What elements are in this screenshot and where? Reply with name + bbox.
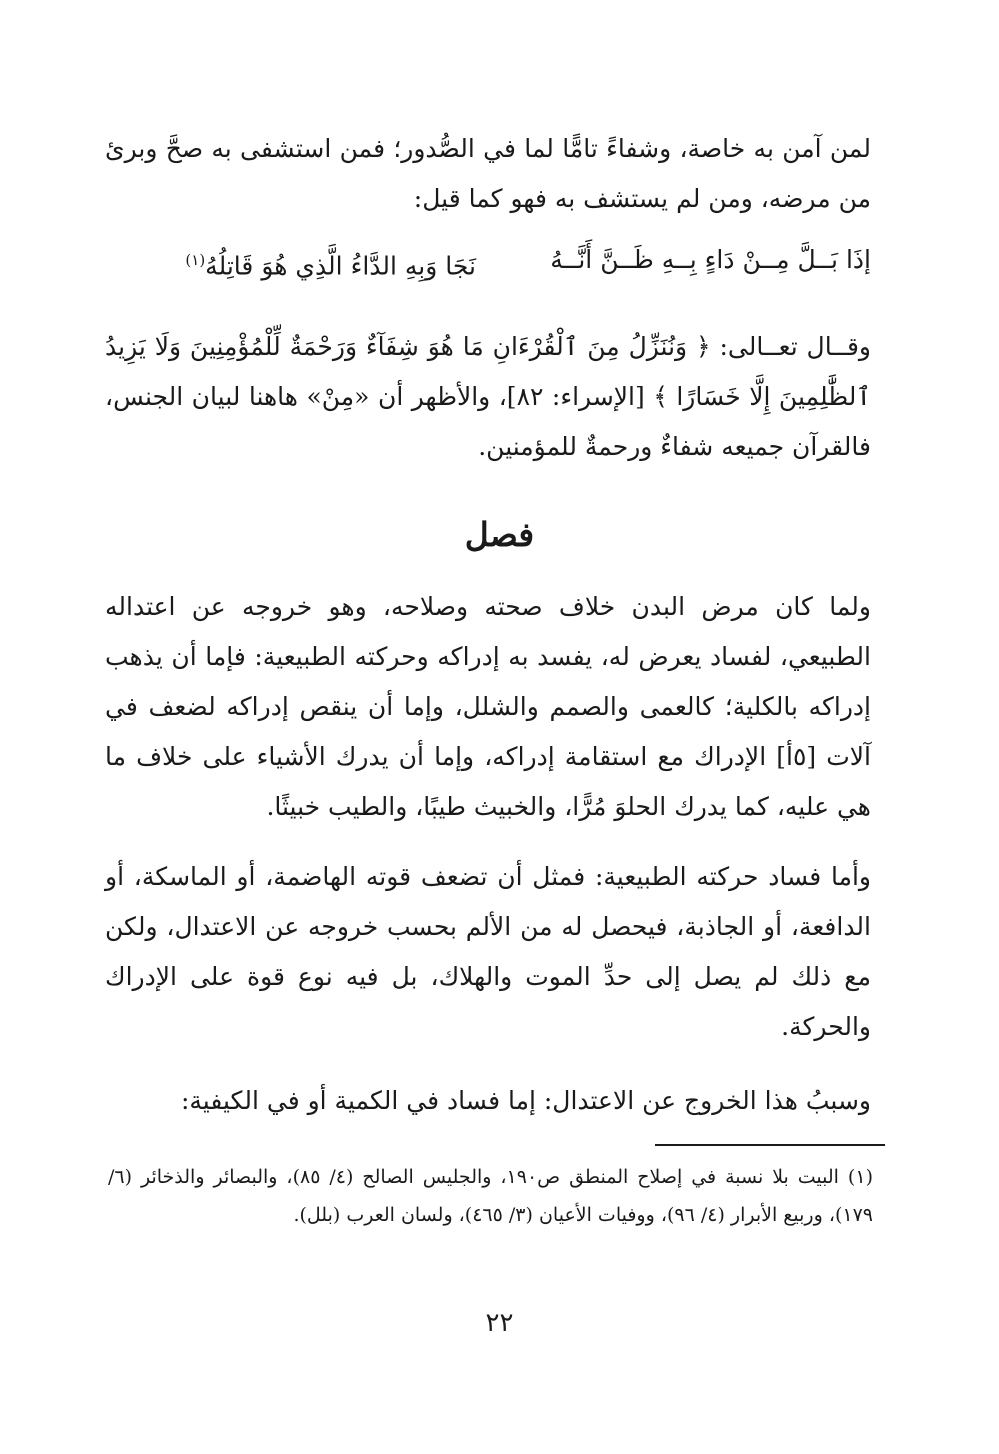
page-number: ٢٢ xyxy=(485,1308,514,1338)
footnote: (١) البيت بلا نسبة في إصلاح المنطق ص١٩٠، والجليس الصالح (٤/ ٨٥)، والبصائر والذخائر (٦/ ١٧٩)، وربيع الأبرار (٤/ ٩٦)، ووفيات الأعيان (٣/ ٤٦٥)، ولسان العرب (بلل). xyxy=(108,1166,873,1226)
paragraph-1: لمن آمن به خاصة، وشفاءً تامًّا لما في الصُّدور؛ فمن استشفى به صحَّ وبرئ من مرضه، ومن لم يستشف به فهو كما قيل: xyxy=(105,134,871,213)
footnote-marker: (١) xyxy=(185,251,206,269)
paragraph-3: ولما كان مرض البدن خلاف صحته وصلاحه، وهو خروجه عن اعتداله الطبيعي، لفساد يعرض له، يفسد به إدراكه وحركته الطبيعية: فإما أن يذهب إدراكه بالكلية؛ كالعمى والصمم والشلل، وإما أن ينقص إدراكه لضعف في آلات [٥أ] الإدراك مع استقامة إدراكه، وإما أن يدرك الأشياء على خلاف ما هي عليه، كما يدرك الحلوَ مُرًّا، والخبيث طيبًا، والطيب خبيثًا. xyxy=(105,592,871,821)
paragraph-4: وأما فساد حركته الطبيعية: فمثل أن تضعف قوته الهاضمة، أو الماسكة، أو الدافعة، أو الجاذبة، فيحصل له من الألم بحسب خروجه عن الاعتدال، ولكن مع ذلك لم يصل إلى حدِّ الموت والهلاك، بل فيه نوع قوة على الإدراك والحركة. xyxy=(105,862,871,1041)
verse-first-hemistich: إذَا بَــلَّ مِــنْ دَاءٍ بِــهِ ظَــنَّ أَنَّــهُ xyxy=(550,245,871,274)
section-heading: فصل xyxy=(464,515,535,554)
paragraph-2: وقــال تعــالى: ﴿ وَنُنَزِّلُ مِنَ ٱلْقُرْءَانِ مَا هُوَ شِفَآءٌ وَرَحْمَةٌ لِّلْمُؤْمِنِينَ وَلَا يَزِيدُ ٱلظَّٰلِمِينَ إِلَّا خَسَارًا ﴾ [الإسراء: ٨٢]، والأظهر أن «مِنْ» هاهنا لبيان الجنس، فالقرآن جميعه شفاءٌ ورحمةٌ للمؤمنين. xyxy=(105,332,871,461)
verse-second-hemistich: نَجَا وَبِهِ الدَّاءُ الَّذِي هُوَ قَاتِلُهُ$^{(١)}$ xyxy=(185,251,476,281)
footnote-divider xyxy=(655,1144,885,1146)
paragraph-5: وسببُ هذا الخروج عن الاعتدال: إما فساد في الكمية أو في الكيفية: xyxy=(180,1086,871,1115)
poetry-verse xyxy=(120,238,871,282)
